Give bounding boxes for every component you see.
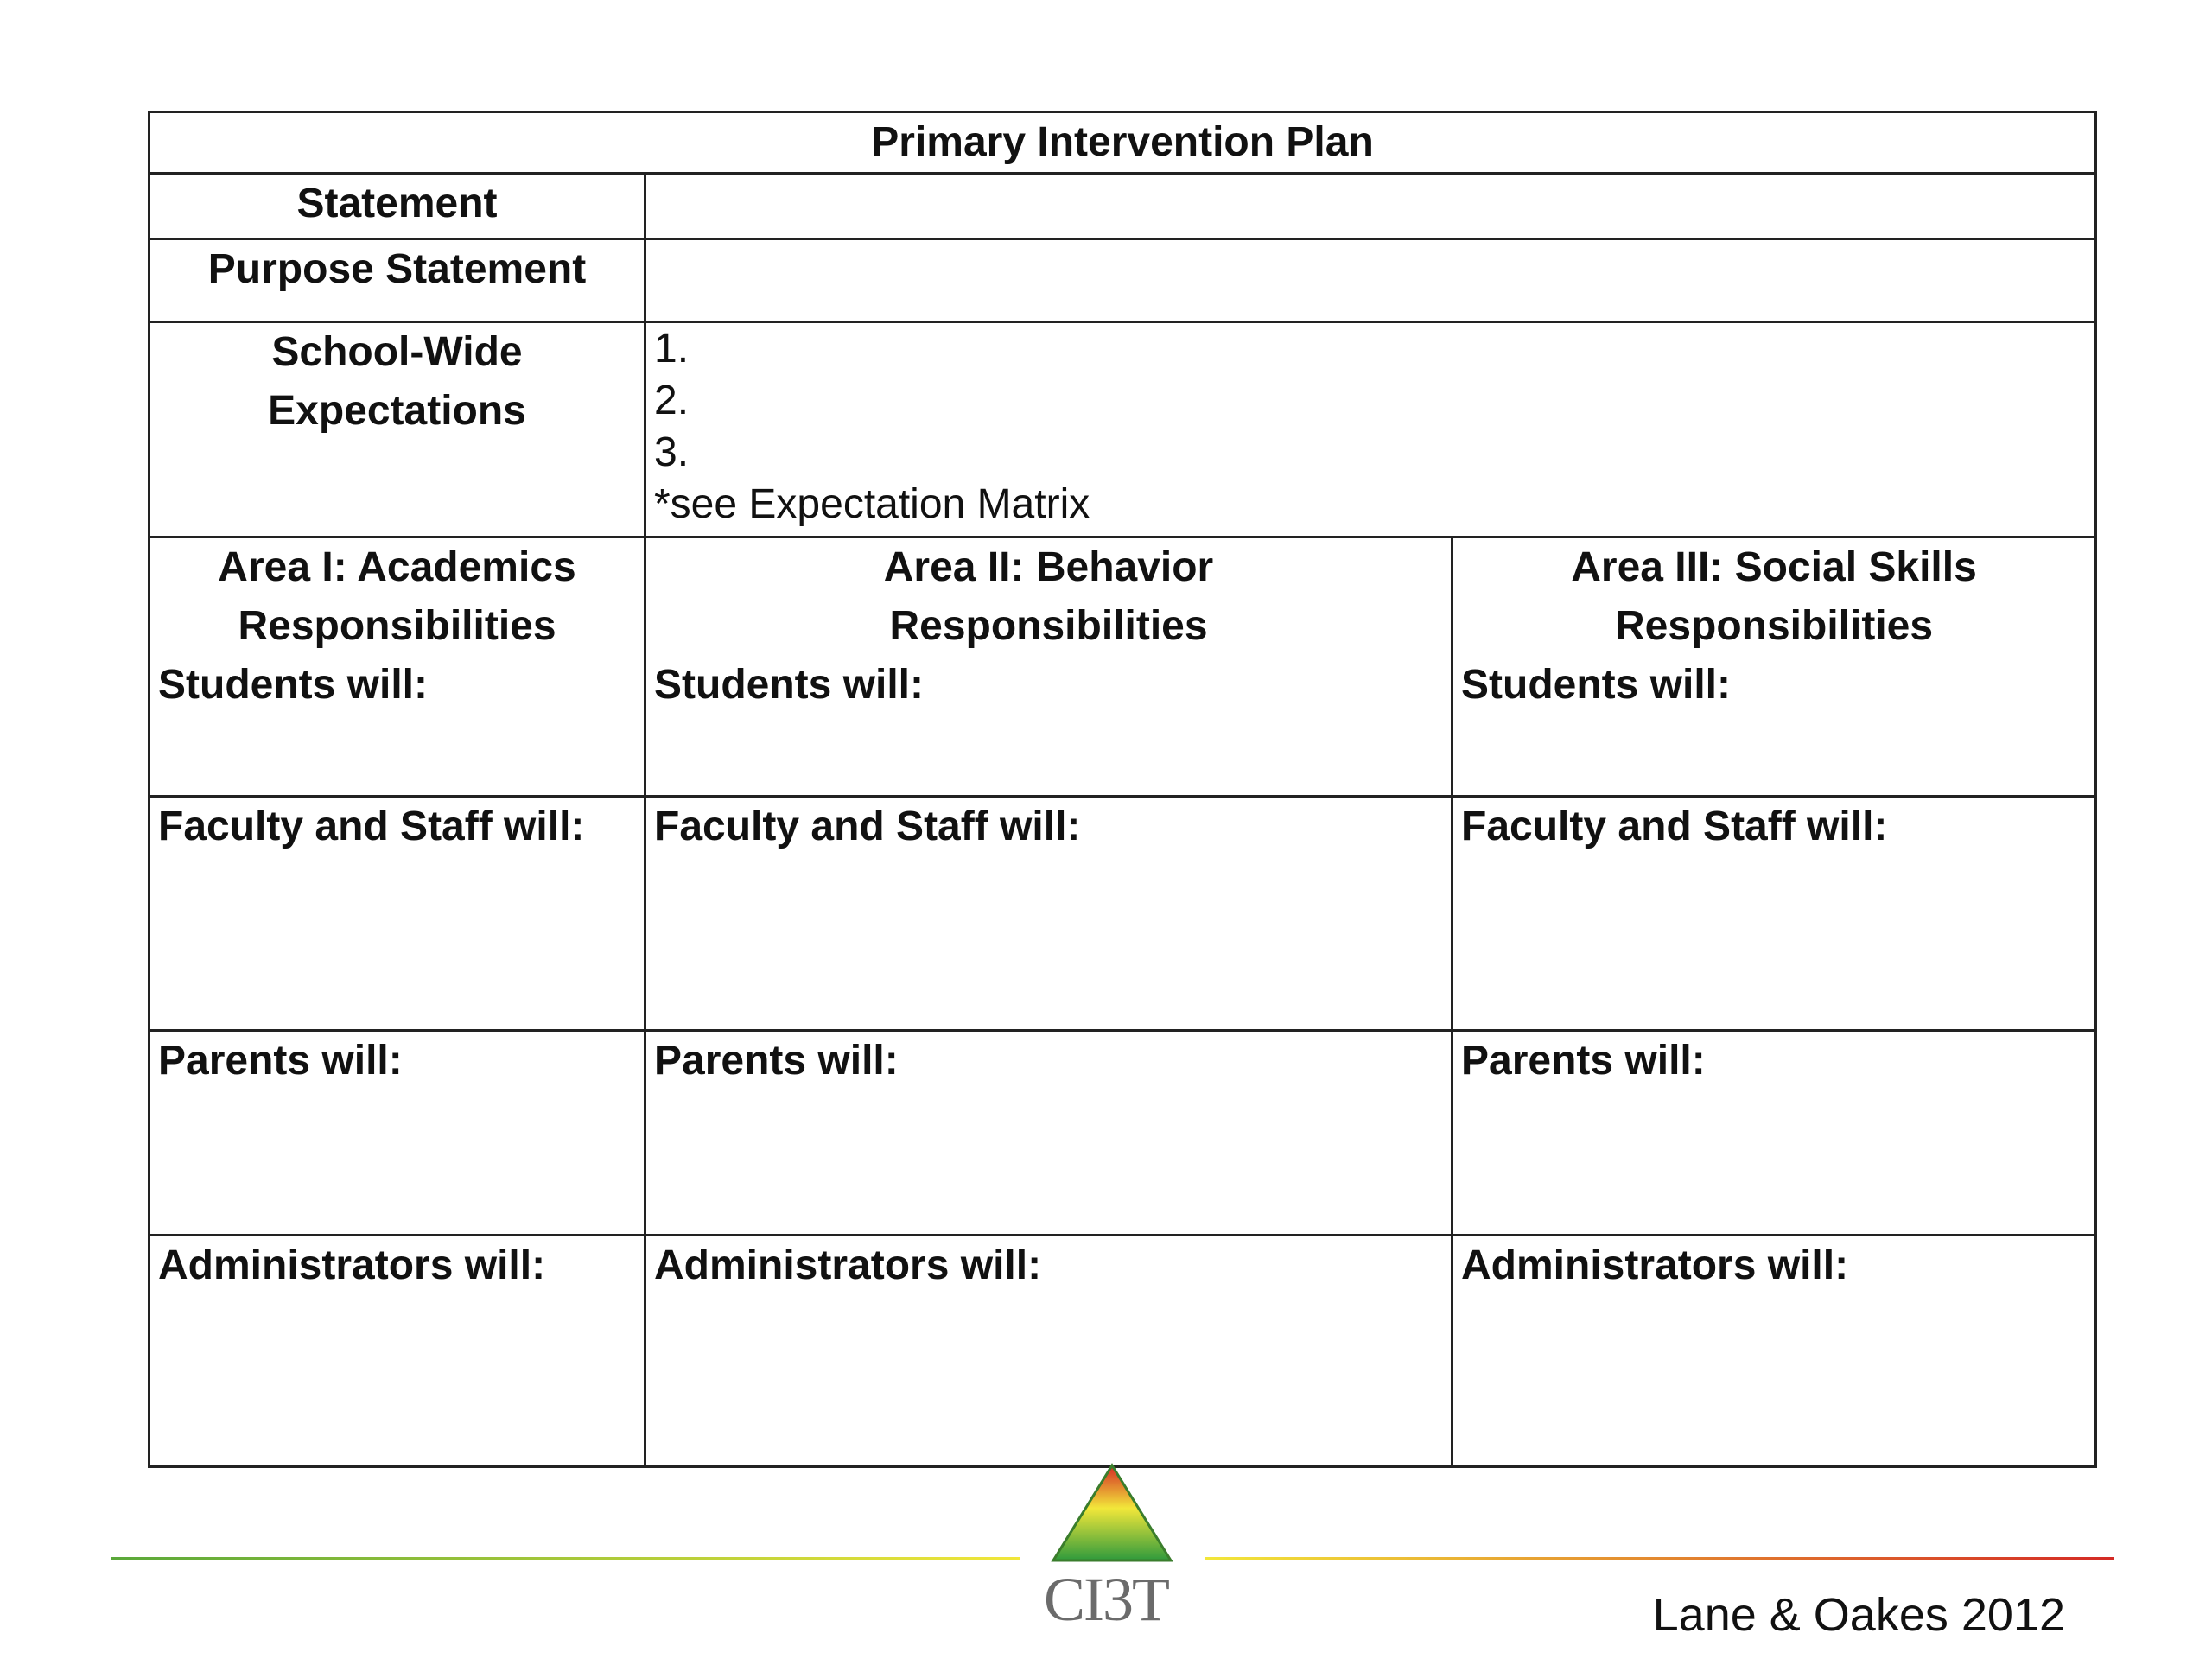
- behavior-faculty-cell: Faculty and Staff will:: [645, 797, 1452, 1031]
- area-behavior-header: [645, 537, 1452, 797]
- plan-title: Primary Intervention Plan: [149, 112, 2096, 174]
- area-social-skills-header: [1452, 537, 2096, 797]
- school-wide-expectations-label: School-Wide Expectations: [149, 322, 645, 537]
- area-academics-header: [149, 537, 645, 797]
- footer-credit: Lane & Oakes 2012: [1652, 1589, 2065, 1641]
- school-wide-expectations-list: [645, 322, 2096, 537]
- primary-intervention-plan-table: [148, 111, 2097, 1468]
- behavior-administrators-cell: Administrators will:: [645, 1236, 1452, 1467]
- academics-parents-cell: Parents will:: [149, 1031, 645, 1236]
- purpose-statement-label: Purpose Statement: [149, 239, 645, 322]
- area-behavior-students: Students will:: [654, 662, 924, 708]
- footer-gradient-line-left: [111, 1557, 1020, 1560]
- behavior-parents-cell: Parents will:: [645, 1031, 1452, 1236]
- expectation-item: 3.: [654, 429, 690, 475]
- academics-administrators-cell: Administrators will:: [149, 1236, 645, 1467]
- area-behavior-title: Area II: Behavior Responsibilities: [883, 544, 1214, 649]
- social-skills-faculty-cell: Faculty and Staff will:: [1452, 797, 2096, 1031]
- expectation-item: 1.: [654, 326, 690, 372]
- ci3t-logo-text: CI3T: [1044, 1565, 1168, 1634]
- statement-label: Statement: [149, 174, 645, 239]
- social-skills-parents-cell: Parents will:: [1452, 1031, 2096, 1236]
- expectation-note: *see Expectation Matrix: [654, 481, 1090, 527]
- social-skills-administrators-cell: Administrators will:: [1452, 1236, 2096, 1467]
- purpose-statement-value: [645, 239, 2096, 322]
- statement-value: [645, 174, 2096, 239]
- area-social-skills-students: Students will:: [1461, 662, 1731, 708]
- footer-gradient-line-right: [1205, 1557, 2114, 1560]
- area-academics-students: Students will:: [158, 662, 428, 708]
- area-academics-title: Area I: Academics Responsibilities: [218, 544, 576, 649]
- expectation-item: 2.: [654, 378, 690, 423]
- academics-faculty-cell: Faculty and Staff will:: [149, 797, 645, 1031]
- area-social-skills-title: Area III: Social Skills Responsibilities: [1571, 544, 1977, 649]
